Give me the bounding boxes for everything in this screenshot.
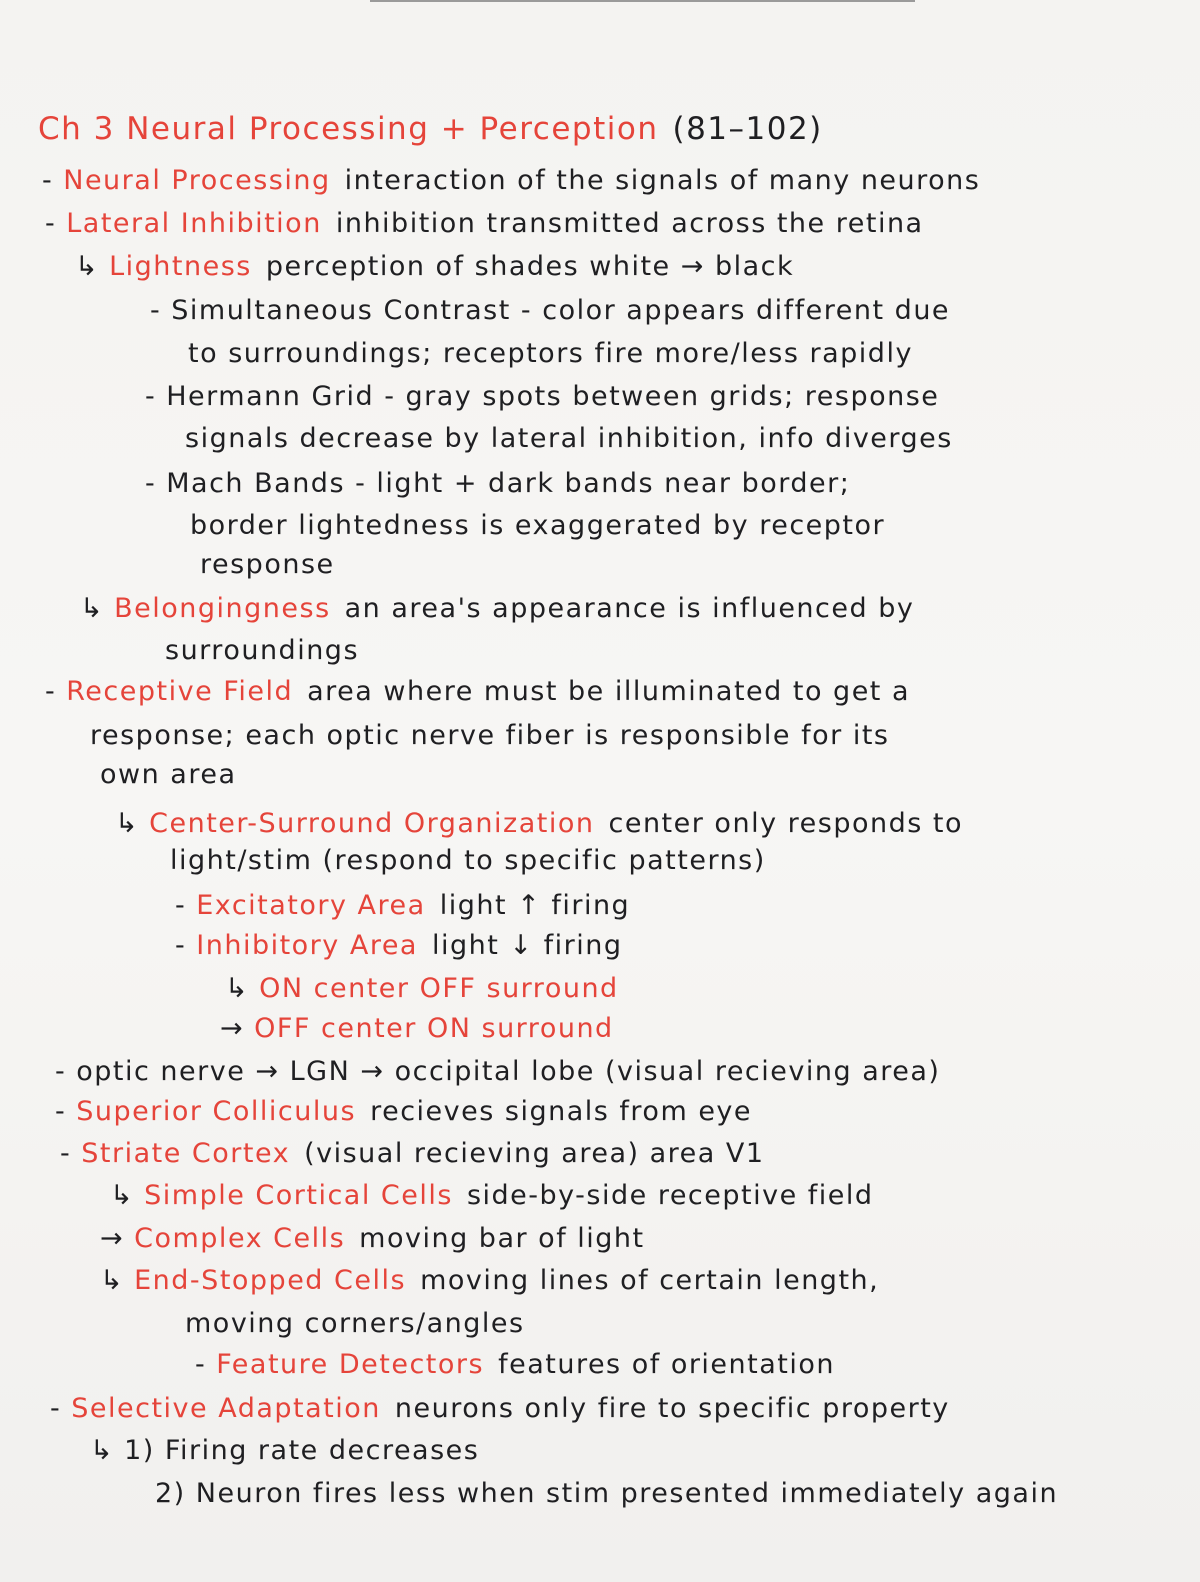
note-line	[90, 719, 890, 753]
note-line	[55, 1095, 752, 1129]
line-prefix: -	[42, 165, 54, 196]
arrow-icon: ↳	[115, 808, 140, 839]
definition: moving lines of certain length,	[420, 1265, 880, 1296]
definition: (visual recieving area) area V1	[304, 1138, 765, 1169]
note-line	[225, 972, 633, 1006]
arrow-icon: →	[220, 1013, 245, 1044]
definition: Mach Bands - light + dark bands near border;	[166, 468, 851, 499]
definition: light ↓ firing	[431, 930, 623, 961]
definition: Simultaneous Contrast - color appears different due	[171, 295, 951, 326]
page-range: (81–102)	[672, 111, 823, 147]
arrow-icon: ↳	[110, 1180, 135, 1211]
definition: optic nerve → LGN → occipital lobe (visual recieving area)	[76, 1056, 941, 1087]
key-term: End-Stopped Cells	[134, 1265, 407, 1296]
key-term: Belongingness	[114, 593, 331, 624]
line-prefix: -	[145, 381, 157, 412]
line-prefix: -	[45, 208, 57, 239]
arrow-icon: →	[100, 1223, 125, 1254]
key-term: Striate Cortex	[81, 1138, 291, 1169]
note-line	[200, 548, 335, 582]
key-term: Lateral Inhibition	[66, 208, 322, 239]
line-prefix: -	[175, 930, 187, 961]
title-text: Ch 3 Neural Processing + Perception	[38, 111, 659, 147]
definition: inhibition transmitted across the retina	[335, 208, 924, 239]
arrow-icon: ↳	[100, 1265, 125, 1296]
definition: an area's appearance is influenced by	[344, 593, 915, 624]
key-term: OFF center ON surround	[254, 1013, 614, 1044]
definition: Hermann Grid - gray spots between grids; response	[166, 381, 940, 412]
note-line	[175, 929, 622, 963]
line-prefix: -	[150, 295, 162, 326]
definition: 2) Neuron fires less when stim presented immediately again	[155, 1478, 1059, 1509]
line-prefix: -	[175, 890, 187, 921]
note-line	[145, 467, 850, 501]
definition: 1) Firing rate decreases	[124, 1435, 480, 1466]
definition: recieves signals from eye	[370, 1096, 753, 1127]
note-line	[42, 164, 980, 198]
definition: side-by-side receptive field	[466, 1180, 874, 1211]
definition: response	[200, 549, 335, 580]
note-line	[80, 592, 914, 626]
key-term: Neural Processing	[63, 165, 331, 196]
key-term: Receptive Field	[66, 676, 294, 707]
arrow-icon: ↳	[225, 973, 250, 1004]
line-prefix: -	[55, 1056, 67, 1087]
note-line	[50, 1392, 950, 1426]
key-term: Superior Colliculus	[76, 1096, 357, 1127]
note-line	[45, 207, 924, 241]
note-line	[145, 380, 939, 414]
note-line	[115, 807, 963, 841]
arrow-icon: ↳	[80, 593, 105, 624]
definition: light ↑ firing	[439, 890, 631, 921]
page-top-edge	[370, 0, 915, 2]
note-line	[60, 1137, 765, 1171]
definition: border lightedness is exaggerated by receptor	[190, 510, 886, 541]
key-term: Center-Surround Organization	[149, 808, 595, 839]
note-line	[195, 1348, 835, 1382]
key-term: Selective Adaptation	[71, 1393, 381, 1424]
line-prefix: -	[145, 468, 157, 499]
note-line	[220, 1012, 628, 1046]
key-term: Lightness	[109, 251, 252, 282]
note-line	[155, 1477, 1058, 1511]
definition: neurons only fire to specific property	[394, 1393, 950, 1424]
chapter-title	[38, 112, 823, 146]
definition: moving corners/angles	[185, 1308, 525, 1339]
definition: features of orientation	[498, 1349, 836, 1380]
line-prefix: -	[60, 1138, 72, 1169]
line-prefix: -	[195, 1349, 207, 1380]
line-prefix: -	[55, 1096, 67, 1127]
definition: area where must be illuminated to get a	[307, 676, 911, 707]
note-line	[100, 758, 237, 792]
key-term: Complex Cells	[134, 1223, 346, 1254]
line-prefix: -	[45, 676, 57, 707]
definition: perception of shades white → black	[265, 251, 795, 282]
key-term: Inhibitory Area	[196, 930, 418, 961]
note-line	[190, 509, 885, 543]
line-prefix: -	[50, 1393, 62, 1424]
definition: interaction of the signals of many neurons	[344, 165, 981, 196]
note-line	[188, 337, 913, 371]
definition: light/stim (respond to specific patterns)	[170, 845, 766, 876]
note-line	[45, 675, 910, 709]
note-line	[75, 250, 794, 284]
arrow-icon: ↳	[75, 251, 100, 282]
note-line	[100, 1222, 645, 1256]
key-term: Feature Detectors	[216, 1349, 485, 1380]
key-term: Simple Cortical Cells	[144, 1180, 453, 1211]
note-line	[90, 1434, 479, 1468]
note-line	[185, 1307, 525, 1341]
key-term: ON center OFF surround	[259, 973, 619, 1004]
note-line	[170, 844, 766, 878]
definition: response; each optic nerve fiber is responsible for its	[90, 720, 890, 751]
note-line	[165, 634, 359, 668]
note-line	[150, 294, 950, 328]
note-line	[55, 1055, 940, 1089]
note-line	[185, 422, 953, 456]
definition: moving bar of light	[359, 1223, 645, 1254]
definition: to surroundings; receptors fire more/less rapidly	[188, 338, 913, 369]
note-line	[110, 1179, 874, 1213]
note-line	[175, 889, 630, 923]
note-line	[100, 1264, 879, 1298]
definition: center only responds to	[608, 808, 963, 839]
definition: surroundings	[165, 635, 360, 666]
arrow-icon: ↳	[90, 1435, 115, 1466]
key-term: Excitatory Area	[196, 890, 426, 921]
definition: own area	[100, 759, 237, 790]
definition: signals decrease by lateral inhibition, info diverges	[185, 423, 953, 454]
